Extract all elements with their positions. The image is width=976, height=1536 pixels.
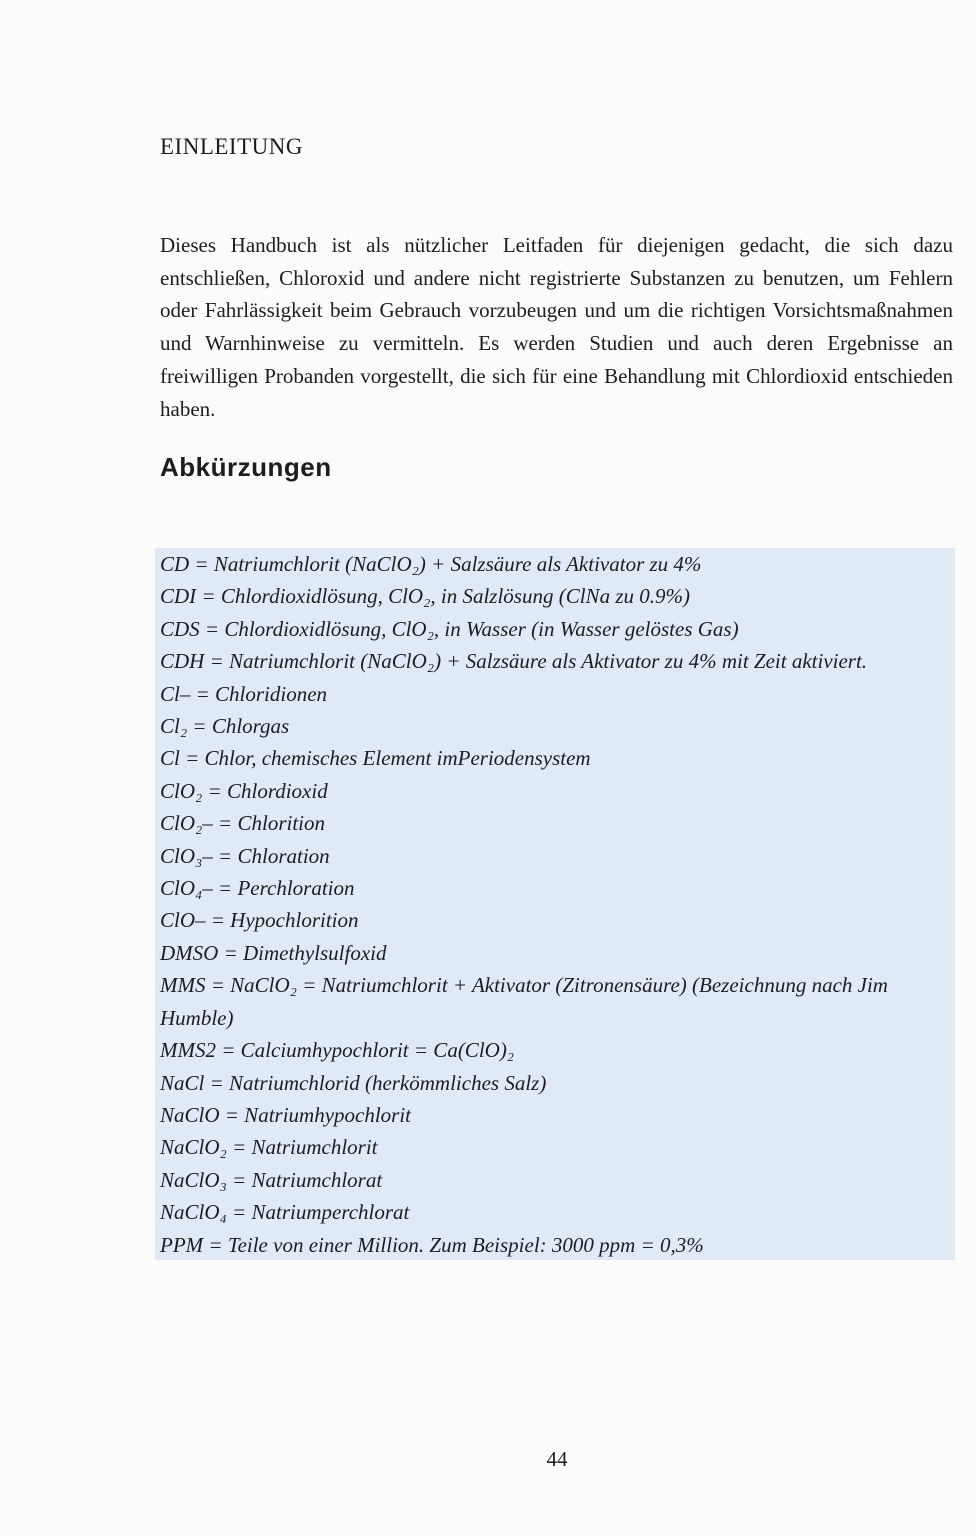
intro-paragraph: Dieses Handbuch ist als nützlicher Leitfaden für diejenigen gedacht, die sich dazu entschließen, Chloroxid und andere nicht registrierte Substanzen zu benutzen, um Fehlern oder Fahrlässigkeit beim Gebrauch vorzubeugen und um die richtigen Vorsichtsmaßnahmen und Warnhinweise zu vermitteln. Es werden Studien und auch deren Ergebnisse an freiwilligen Probanden vorgestellt, die sich für eine Behandlung mit Chlordioxid entschieden haben.	[160, 233, 953, 421]
abbreviation-item: ClO₂ = Chlordioxid	[160, 778, 328, 803]
abbreviations-list	[160, 548, 955, 1261]
abbreviation-item: NaCl = Natriumchlorid (herkömmliches Salz)	[160, 1070, 547, 1095]
abbreviation-item: ClO₃– = Chloration	[160, 843, 330, 868]
abbreviation-item: PPM = Teile von einer Million. Zum Beispiel: 3000 ppm = 0,3%	[160, 1232, 704, 1257]
abbreviation-item: ClO₄– = Perchloration	[160, 876, 355, 901]
section-title: EINLEITUNG	[160, 134, 303, 159]
abbreviation-item: ClO– = Hypochlorition	[160, 908, 359, 933]
abbreviation-item: Cl– = Chloridionen	[160, 681, 328, 706]
abbreviation-item: MMS2 = Calciumhypochlorit = Ca(ClO)₂	[160, 1038, 515, 1063]
abbreviation-item: ClO₂– = Chlorition	[160, 811, 325, 836]
abbreviation-item: DMSO = Dimethylsulfoxid	[160, 940, 387, 965]
abbreviations-heading: Abkürzungen	[160, 452, 332, 482]
abbreviation-item: NaClO₃ = Natriumchlorat	[160, 1167, 383, 1192]
page-number: 44	[546, 1447, 568, 1471]
abbreviation-item: Cl₂ = Chlorgas	[160, 714, 290, 739]
abbreviation-item: CDS = Chlordioxidlösung, ClO₂, in Wasser (in Wasser gelöstes Gas)	[160, 616, 739, 641]
abbreviation-item: NaClO = Natriumhypochlorit	[160, 1102, 412, 1127]
abbreviation-item: CD = Natriumchlorit (NaClO₂) + Salzsäure als Aktivator zu 4%	[160, 552, 702, 576]
abbreviation-item: Cl = Chlor, chemisches Element imPeriodensystem	[160, 746, 591, 771]
abbreviation-item: NaClO₄ = Natriumperchlorat	[160, 1200, 410, 1225]
abbreviation-item: NaClO₂ = Natriumchlorit	[160, 1135, 378, 1160]
abbreviation-item: CDH = Natriumchlorit (NaClO₂) + Salzsäure als Aktivator zu 4% mit Zeit aktiviert.	[160, 649, 868, 674]
abbreviation-item: CDI = Chlordioxidlösung, ClO₂, in Salzlösung (ClNa zu 0.9%)	[160, 584, 690, 609]
abbreviation-item: MMS = NaClO₂ = Natriumchlorit + Aktivator (Zitronensäure) (Bezeichnung nach Jim Humble)	[160, 973, 888, 1030]
